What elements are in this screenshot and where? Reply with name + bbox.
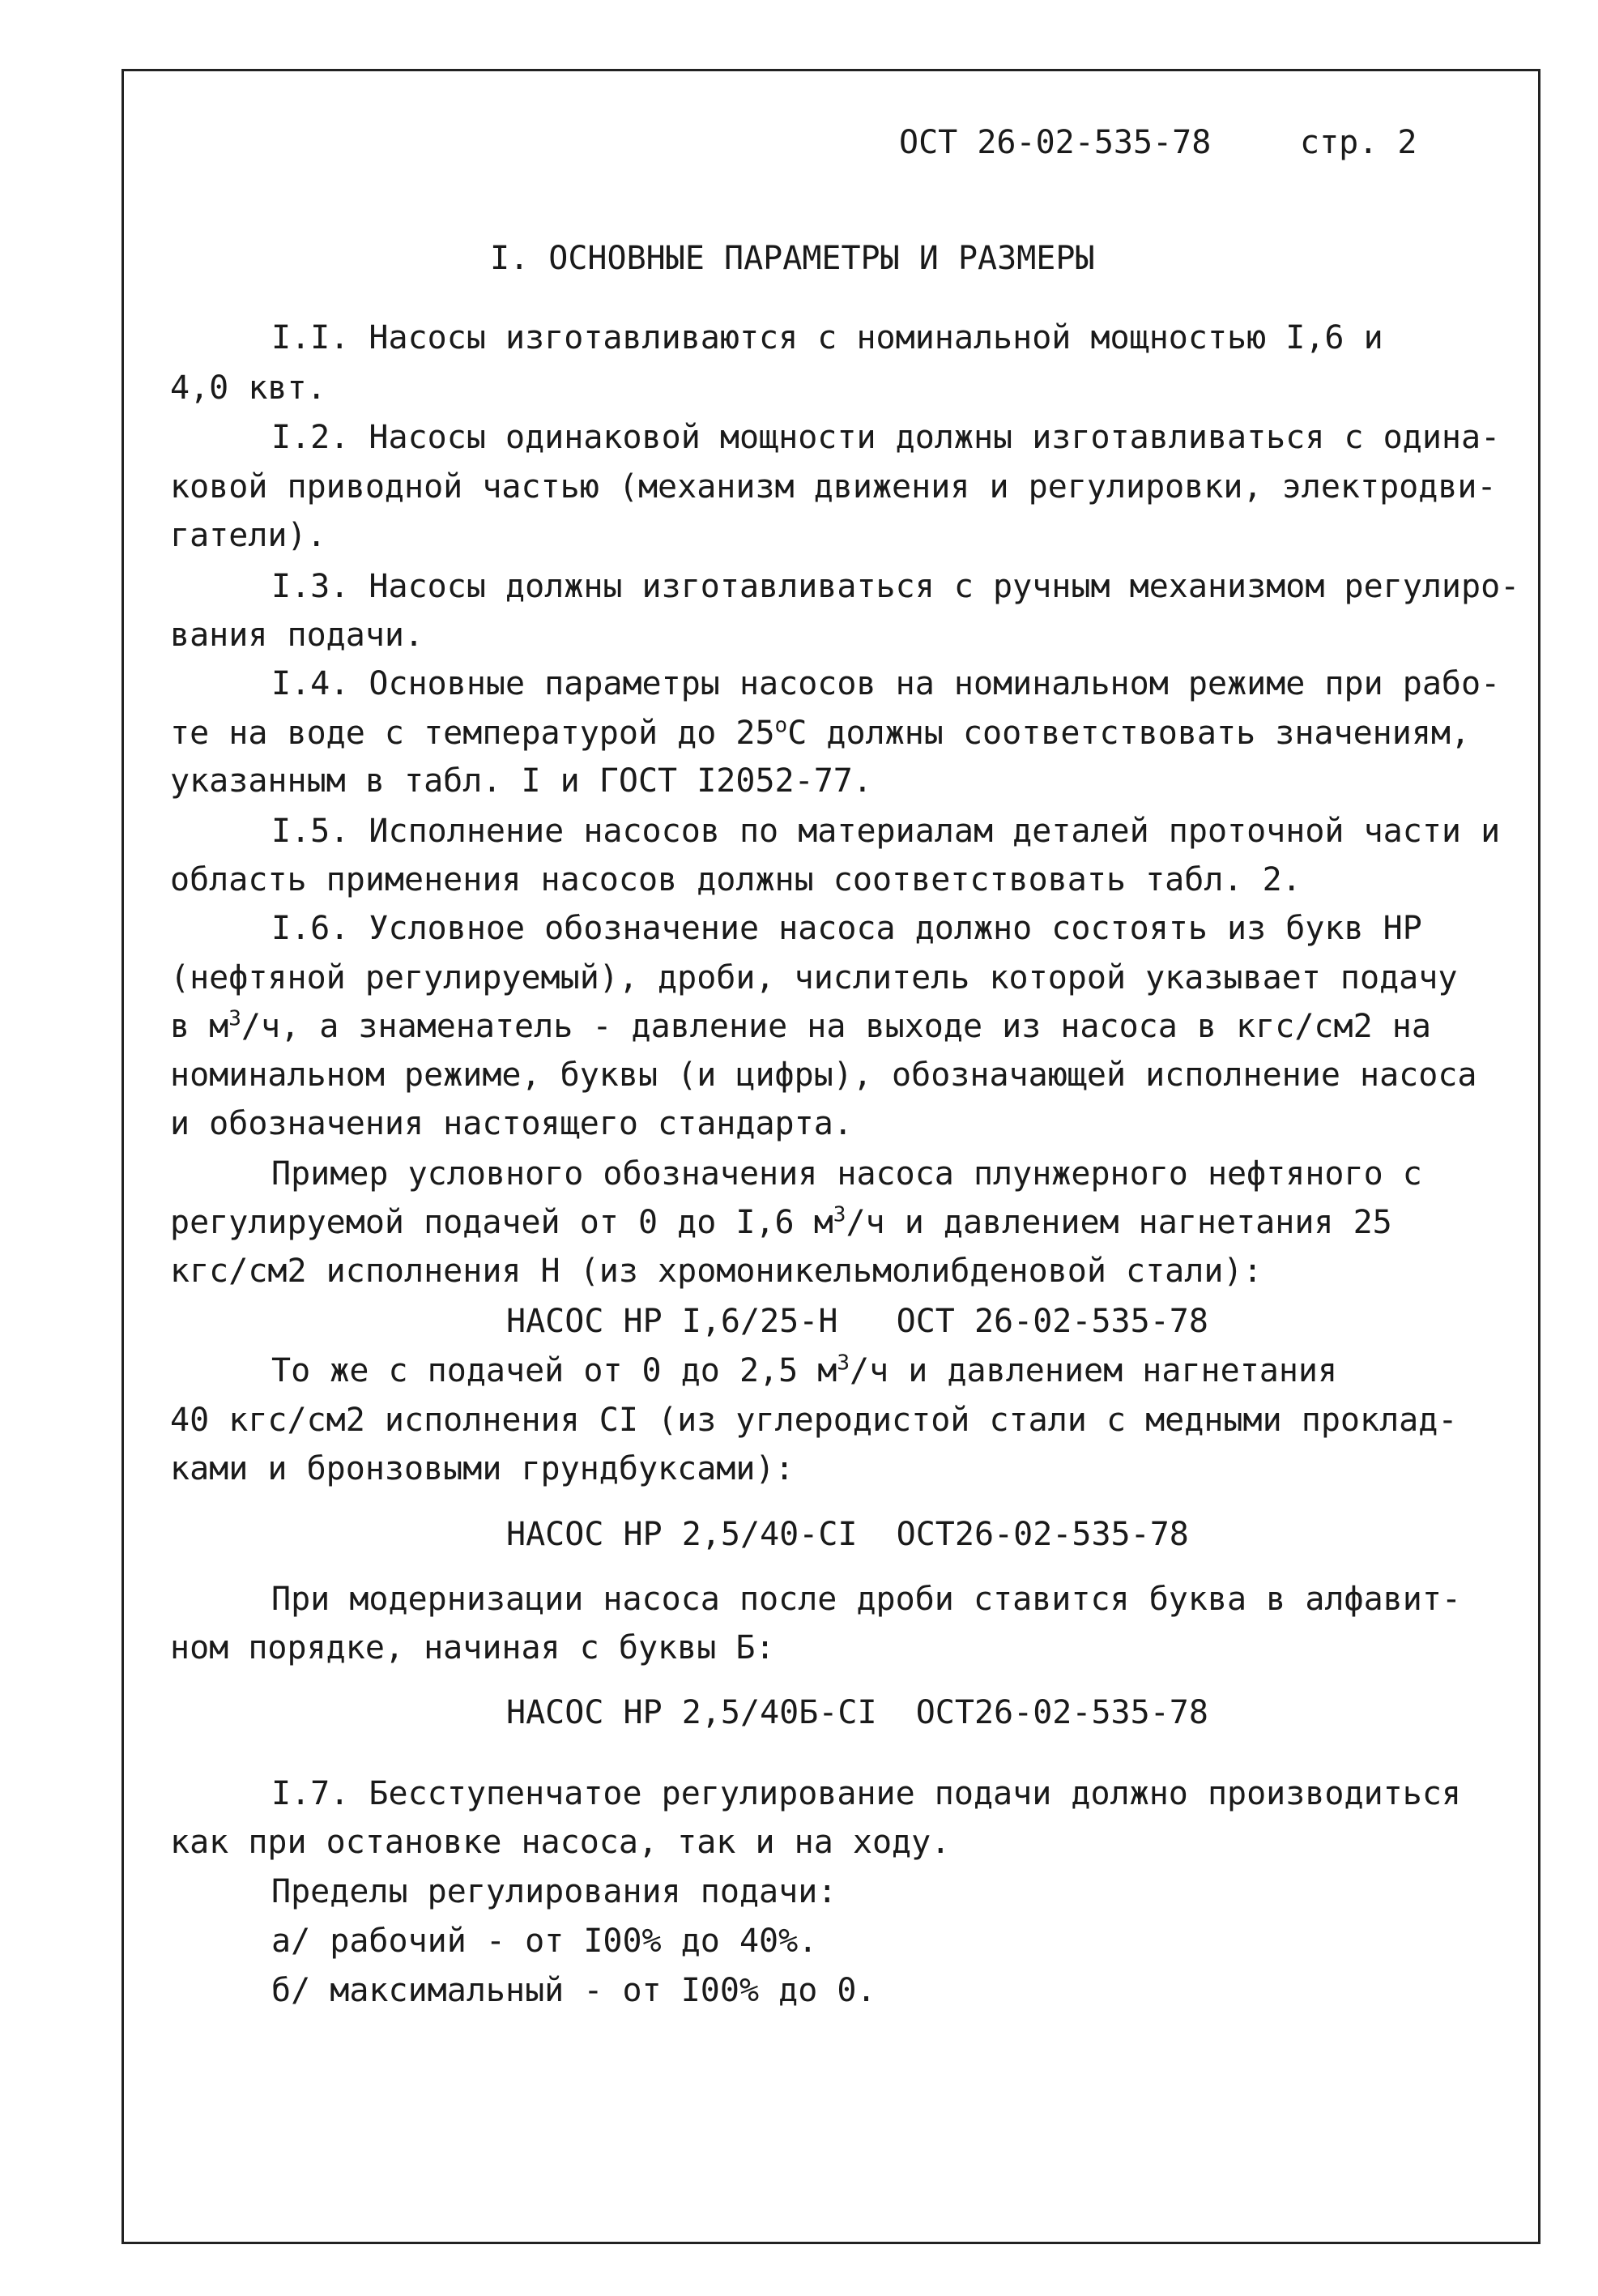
text-line: При модернизации насоса после дроби ставится буква в алфавит-: [271, 1581, 1462, 1618]
text-line: и обозначения настоящего стандарта.: [170, 1105, 853, 1142]
text-line: I.I. Насосы изготавливаются с номинальной мощностью I,6 и: [271, 319, 1383, 356]
text-line: область применения насосов должны соответствовать табл. 2.: [170, 861, 1302, 898]
text-line: гатели).: [170, 517, 326, 554]
text-line: I.2. Насосы одинаковой мощности должны изготавливаться с одина-: [271, 419, 1501, 456]
list-item: б/ максимальный - от I00% до 0.: [271, 1972, 876, 2009]
text-line: I.3. Насосы должны изготавливаться с ручным механизмом регулиро-: [271, 568, 1520, 605]
text-line: I.6. Условное обозначение насоса должно состоять из букв НР: [271, 910, 1422, 947]
section-title: I. ОСНОВНЫЕ ПАРАМЕТРЫ И РАЗМЕРЫ: [490, 240, 1095, 277]
page-number: стр. 2: [1300, 124, 1417, 161]
text-line: Пределы регулирования подачи:: [271, 1873, 837, 1910]
text-line: (нефтяной регулируемый), дроби, числитель которой указывает подачу: [170, 959, 1458, 996]
text-line: 4,0 квт.: [170, 369, 326, 407]
text-line: 40 кгс/см2 исполнения СI (из углеродистой стали с медными проклад-: [170, 1402, 1458, 1439]
text-line: указанным в табл. I и ГОСТ I2052-77.: [170, 762, 872, 800]
designation-example: НАСОС НР 2,5/40-СI ОСТ26-02-535-78: [506, 1516, 1189, 1553]
document-code: ОСТ 26-02-535-78: [899, 124, 1212, 161]
text-line: номинальном режиме, буквы (и цифры), обозначающей исполнение насоса: [170, 1056, 1477, 1094]
text-line: I.7. Бесступенчатое регулирование подачи должно производиться: [271, 1775, 1462, 1812]
text-line: те на воде с температурой до $25^оС$ должны соответствовать значениям,: [170, 713, 1471, 752]
text-line: ковой приводной частью (механизм движения и регулировки, электродви-: [170, 468, 1497, 506]
text-line: ном порядке, начиная с буквы Б:: [170, 1629, 775, 1667]
text-line: То же с подачей от 0 до 2,5 $м^3/ч$ и давлением нагнетания: [271, 1351, 1338, 1389]
text-line: I.4. Основные параметры насосов на номинальном режиме при рабо-: [271, 665, 1501, 702]
text-line: регулируемой подачей от 0 до I,6 $м^3/ч$ и давлением нагнетания 25: [170, 1202, 1392, 1241]
text-line: кгс/см2 исполнения Н (из хромоникельмолибденовой стали):: [170, 1253, 1263, 1290]
text-line: ками и бронзовыми грундбуксами):: [170, 1450, 795, 1487]
text-line: I.5. Исполнение насосов по материалам деталей проточной части и: [271, 813, 1501, 850]
text-line: вания подачи.: [170, 617, 424, 654]
designation-example: НАСОС НР 2,5/40Б-СI ОСТ26-02-535-78: [506, 1694, 1208, 1731]
text-line: в $м^3/ч$, а знаменатель - давление на выходе из насоса в кгс/см2 на: [170, 1006, 1431, 1045]
text-line: Пример условного обозначения насоса плунжерного нефтяного с: [271, 1155, 1422, 1193]
designation-example: НАСОС НР I,6/25-Н ОСТ 26-02-535-78: [506, 1303, 1208, 1340]
text-line: как при остановке насоса, так и на ходу.: [170, 1824, 951, 1861]
list-item: а/ рабочий - от I00% до 40%.: [271, 1923, 818, 1960]
